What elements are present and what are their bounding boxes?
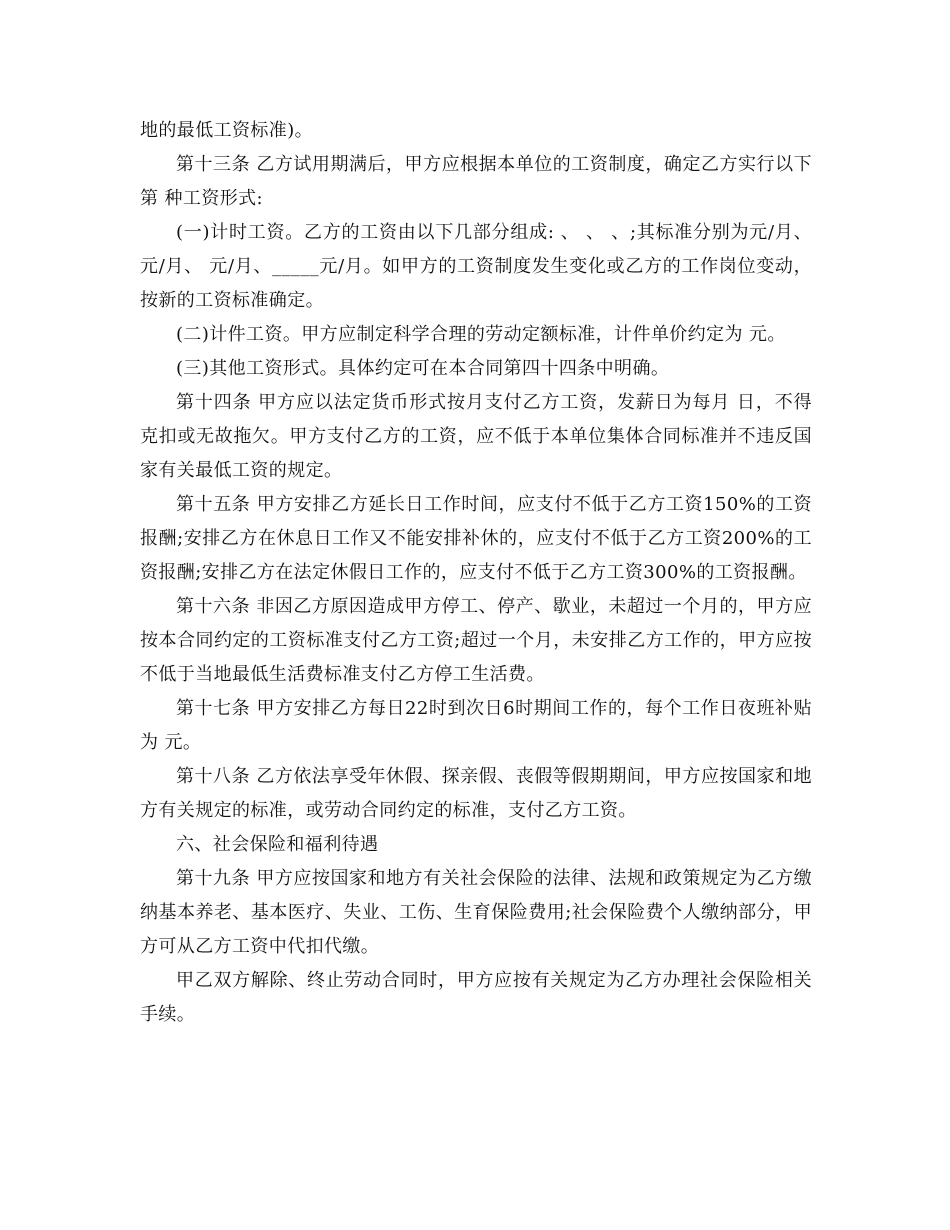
paragraph-hourly-wage: (一)计时工资。乙方的工资由以下几部分组成: 、 、 、;其标准分别为元/月、 元/月、 元/月、_____元/月。如甲方的工资制度发生变化或乙方的工作岗位变动，按新的工资标准确定。 — [140, 222, 812, 311]
paragraph-other-wage: (三)其他工资形式。具体约定可在本合同第四十四条中明确。 — [176, 358, 670, 379]
paragraph-termination-insurance: 甲乙双方解除、终止劳动合同时，甲方应按有关规定为乙方办理社会保险相关手续。 — [140, 970, 812, 1025]
paragraph-article-13: 第十三条 乙方试用期满后，甲方应根据本单位的工资制度，确定乙方实行以下第 种工资形式: — [140, 154, 812, 209]
paragraph-article-17: 第十七条 甲方安排乙方每日22时到次日6时期间工作的，每个工作日夜班补贴为 元。 — [140, 698, 812, 753]
paragraph-article-18: 第十八条 乙方依法享受年休假、探亲假、丧假等假期期间，甲方应按国家和地方有关规定的标准，或劳动合同约定的标准，支付乙方工资。 — [140, 766, 812, 821]
section-heading-social-insurance: 六、社会保险和福利待遇 — [176, 834, 379, 855]
paragraph-piece-wage: (二)计件工资。甲方应制定科学合理的劳动定额标准，计件单价约定为 元。 — [176, 324, 786, 345]
paragraph-article-15: 第十五条 甲方安排乙方延长日工作时间，应支付不低于乙方工资150%的工资报酬;安排乙方在休息日工作又不能安排补休的，应支付不低于乙方工资200%的工资报酬;安排乙方在法定休假日工作的，应支付不低于乙方工资300%的工资报酬。 — [140, 494, 812, 583]
paragraph-article-16: 第十六条 非因乙方原因造成甲方停工、停产、歇业，未超过一个月的，甲方应按本合同约定的工资标准支付乙方工资;超过一个月，未安排乙方工作的，甲方应按不低于当地最低生活费标准支付乙方停工生活费。 — [140, 596, 812, 685]
document-body — [140, 114, 812, 1032]
paragraph-continuation: 地的最低工资标准)。 — [140, 120, 314, 141]
paragraph-article-14: 第十四条 甲方应以法定货币形式按月支付乙方工资，发薪日为每月 日，不得克扣或无故拖欠。甲方支付乙方的工资，应不低于本单位集体合同标准并不违反国家有关最低工资的规定。 — [140, 392, 812, 481]
paragraph-article-19: 第十九条 甲方应按国家和地方有关社会保险的法律、法规和政策规定为乙方缴纳基本养老、基本医疗、失业、工伤、生育保险费用;社会保险费个人缴纳部分，甲方可从乙方工资中代扣代缴。 — [140, 868, 812, 957]
